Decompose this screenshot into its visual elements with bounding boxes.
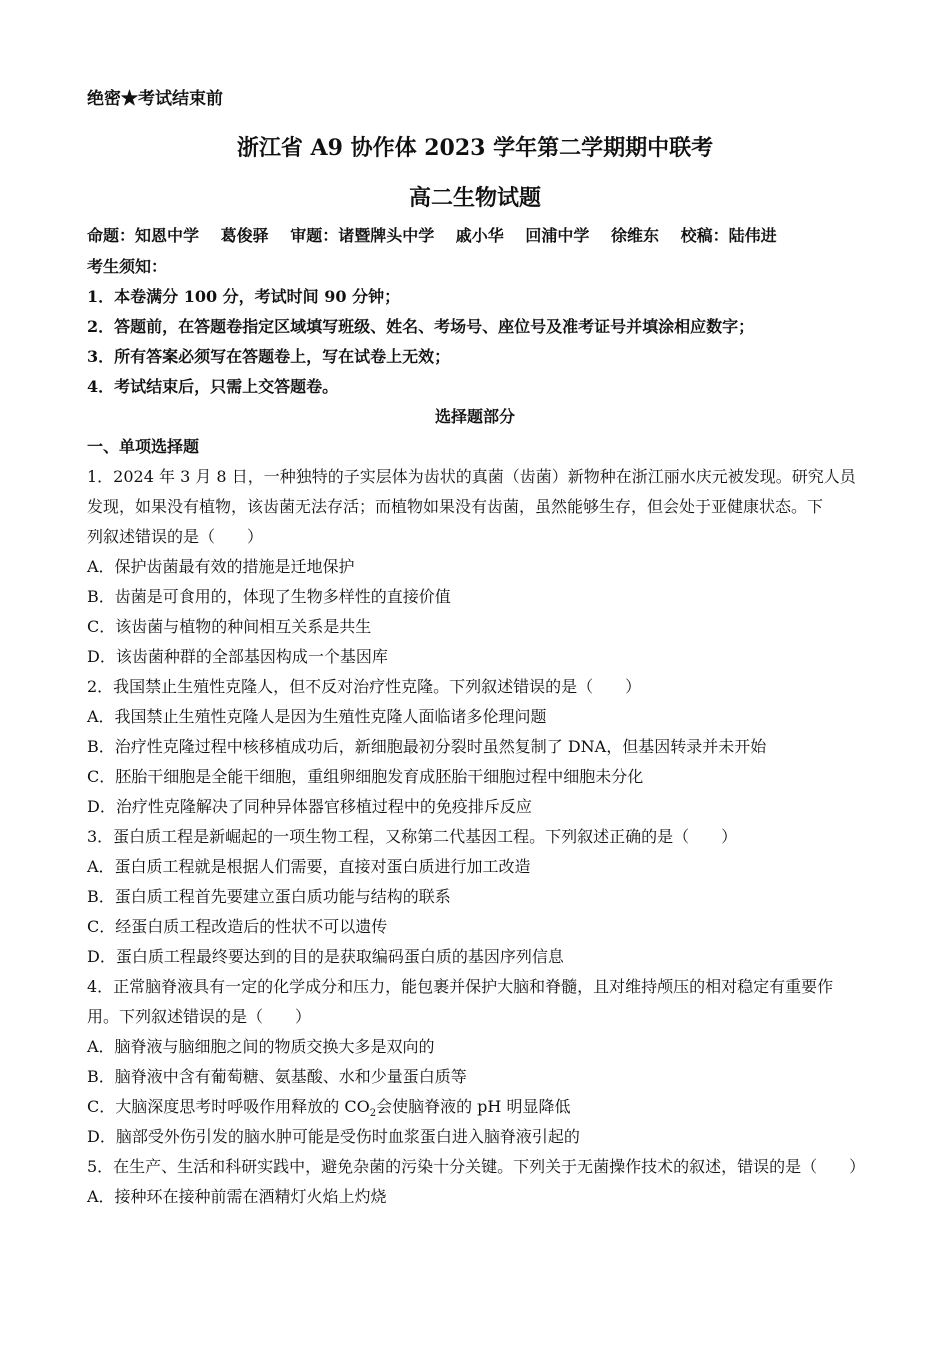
reviewer1-name: 戚小华 <box>455 226 504 245</box>
option-d: D．该齿菌种群的全部基因构成一个基因库 <box>87 647 388 666</box>
notice-item: 4．考试结束后，只需上交答题卷。 <box>87 377 339 396</box>
option-c-prefix: C．大脑深度思考时呼吸作用释放的 CO <box>87 1097 370 1116</box>
option-c: C．该齿菌与植物的种间相互关系是共生 <box>87 617 372 636</box>
question-stem-line: 3．蛋白质工程是新崛起的一项生物工程，又称第二代基因工程。下列叙述正确的是（ ） <box>87 827 738 846</box>
option-a: A．脑脊液与脑细胞之间的物质交换大多是双向的 <box>87 1037 435 1056</box>
question-stem-line: 1．2024 年 3 月 8 日，一种独特的子实层体为齿状的真菌（齿菌）新物种在浙江丽水庆元被发现。研究人员 <box>87 467 856 486</box>
proposer-label: 命题：知恩中学 <box>87 226 200 245</box>
option-c: C．经蛋白质工程改造后的性状不可以遗传 <box>87 917 388 936</box>
question-stem-line: 发现，如果没有植物，该齿菌无法存活；而植物如果没有齿菌，虽然能够生存，但会处于亚健康状态。下 <box>87 497 824 516</box>
option-b: B．治疗性克隆过程中核移植成功后，新细胞最初分裂时虽然复制了 DNA，但基因转录并未开始 <box>87 737 767 756</box>
notice-heading: 考生须知： <box>87 257 168 276</box>
proofreader: 校稿：陆伟进 <box>680 226 777 245</box>
notice-item: 1．本卷满分 100 分，考试时间 90 分钟； <box>87 287 401 306</box>
option-d: D．治疗性克隆解决了同种异体器官移植过程中的免疫排斥反应 <box>87 797 532 816</box>
co2-subscript: 2 <box>369 1108 377 1120</box>
question-stem-line: 用。下列叙述错误的是（ ） <box>87 1007 312 1026</box>
option-a: A．接种环在接种前需在酒精灯火焰上灼烧 <box>87 1187 387 1206</box>
option-b: B．蛋白质工程首先要建立蛋白质功能与结构的联系 <box>87 887 451 906</box>
reviewer2-school: 回浦中学 <box>525 226 590 245</box>
option-b: B．脑脊液中含有葡萄糖、氨基酸、水和少量蛋白质等 <box>87 1067 467 1086</box>
subject-title: 高二生物试题 <box>408 185 541 211</box>
question-stem-line: 4．正常脑脊液具有一定的化学成分和压力，能包裹并保护大脑和脊髓，且对维持颅压的相对稳定有重要作 <box>87 977 834 996</box>
exam-title: 浙江省 A9 协作体 2023 学年第二学期期中联考 <box>236 135 714 161</box>
option-a: A．我国禁止生殖性克隆人是因为生殖性克隆人面临诸多伦理问题 <box>87 707 547 726</box>
question-stem-line: 5．在生产、生活和科研实践中，避免杂菌的污染十分关键。下列关于无菌操作技术的叙述，错误的是（ ） <box>87 1157 866 1176</box>
notice-item: 2．答题前，在答题卷指定区域填写班级、姓名、考场号、座位号及准考证号并填涂相应数字； <box>87 317 755 336</box>
notice-item: 3．所有答案必须写在答题卷上，写在试卷上无效； <box>87 347 451 366</box>
reviewer-label: 审题：诸暨牌头中学 <box>290 226 435 245</box>
proposer-name: 葛俊驿 <box>220 226 269 245</box>
option-a: A．蛋白质工程就是根据人们需要，直接对蛋白质进行加工改造 <box>87 857 531 876</box>
option-c <box>87 1096 570 1118</box>
reviewer2-name: 徐维东 <box>610 226 659 245</box>
option-d: D．蛋白质工程最终要达到的目的是获取编码蛋白质的基因序列信息 <box>87 947 564 966</box>
credits-line <box>87 225 793 247</box>
option-a: A．保护齿菌最有效的措施是迁地保护 <box>87 557 355 576</box>
question-stem-line: 2．我国禁止生殖性克隆人，但不反对治疗性克隆。下列叙述错误的是（ ） <box>87 677 642 696</box>
group-title: 一、单项选择题 <box>87 437 200 456</box>
option-b: B．齿菌是可食用的，体现了生物多样性的直接价值 <box>87 587 451 606</box>
question-stem-line: 列叙述错误的是（ ） <box>87 527 264 546</box>
secret-mark: 绝密★考试结束前 <box>87 89 223 109</box>
option-d: D．脑部受外伤引发的脑水肿可能是受伤时血浆蛋白进入脑脊液引起的 <box>87 1127 580 1146</box>
option-c: C．胚胎干细胞是全能干细胞，重组卵细胞发育成胚胎干细胞过程中细胞未分化 <box>87 767 644 786</box>
part-title: 选择题部分 <box>434 407 515 426</box>
option-c-suffix: 会使脑脊液的 pH 明显降低 <box>376 1097 571 1116</box>
